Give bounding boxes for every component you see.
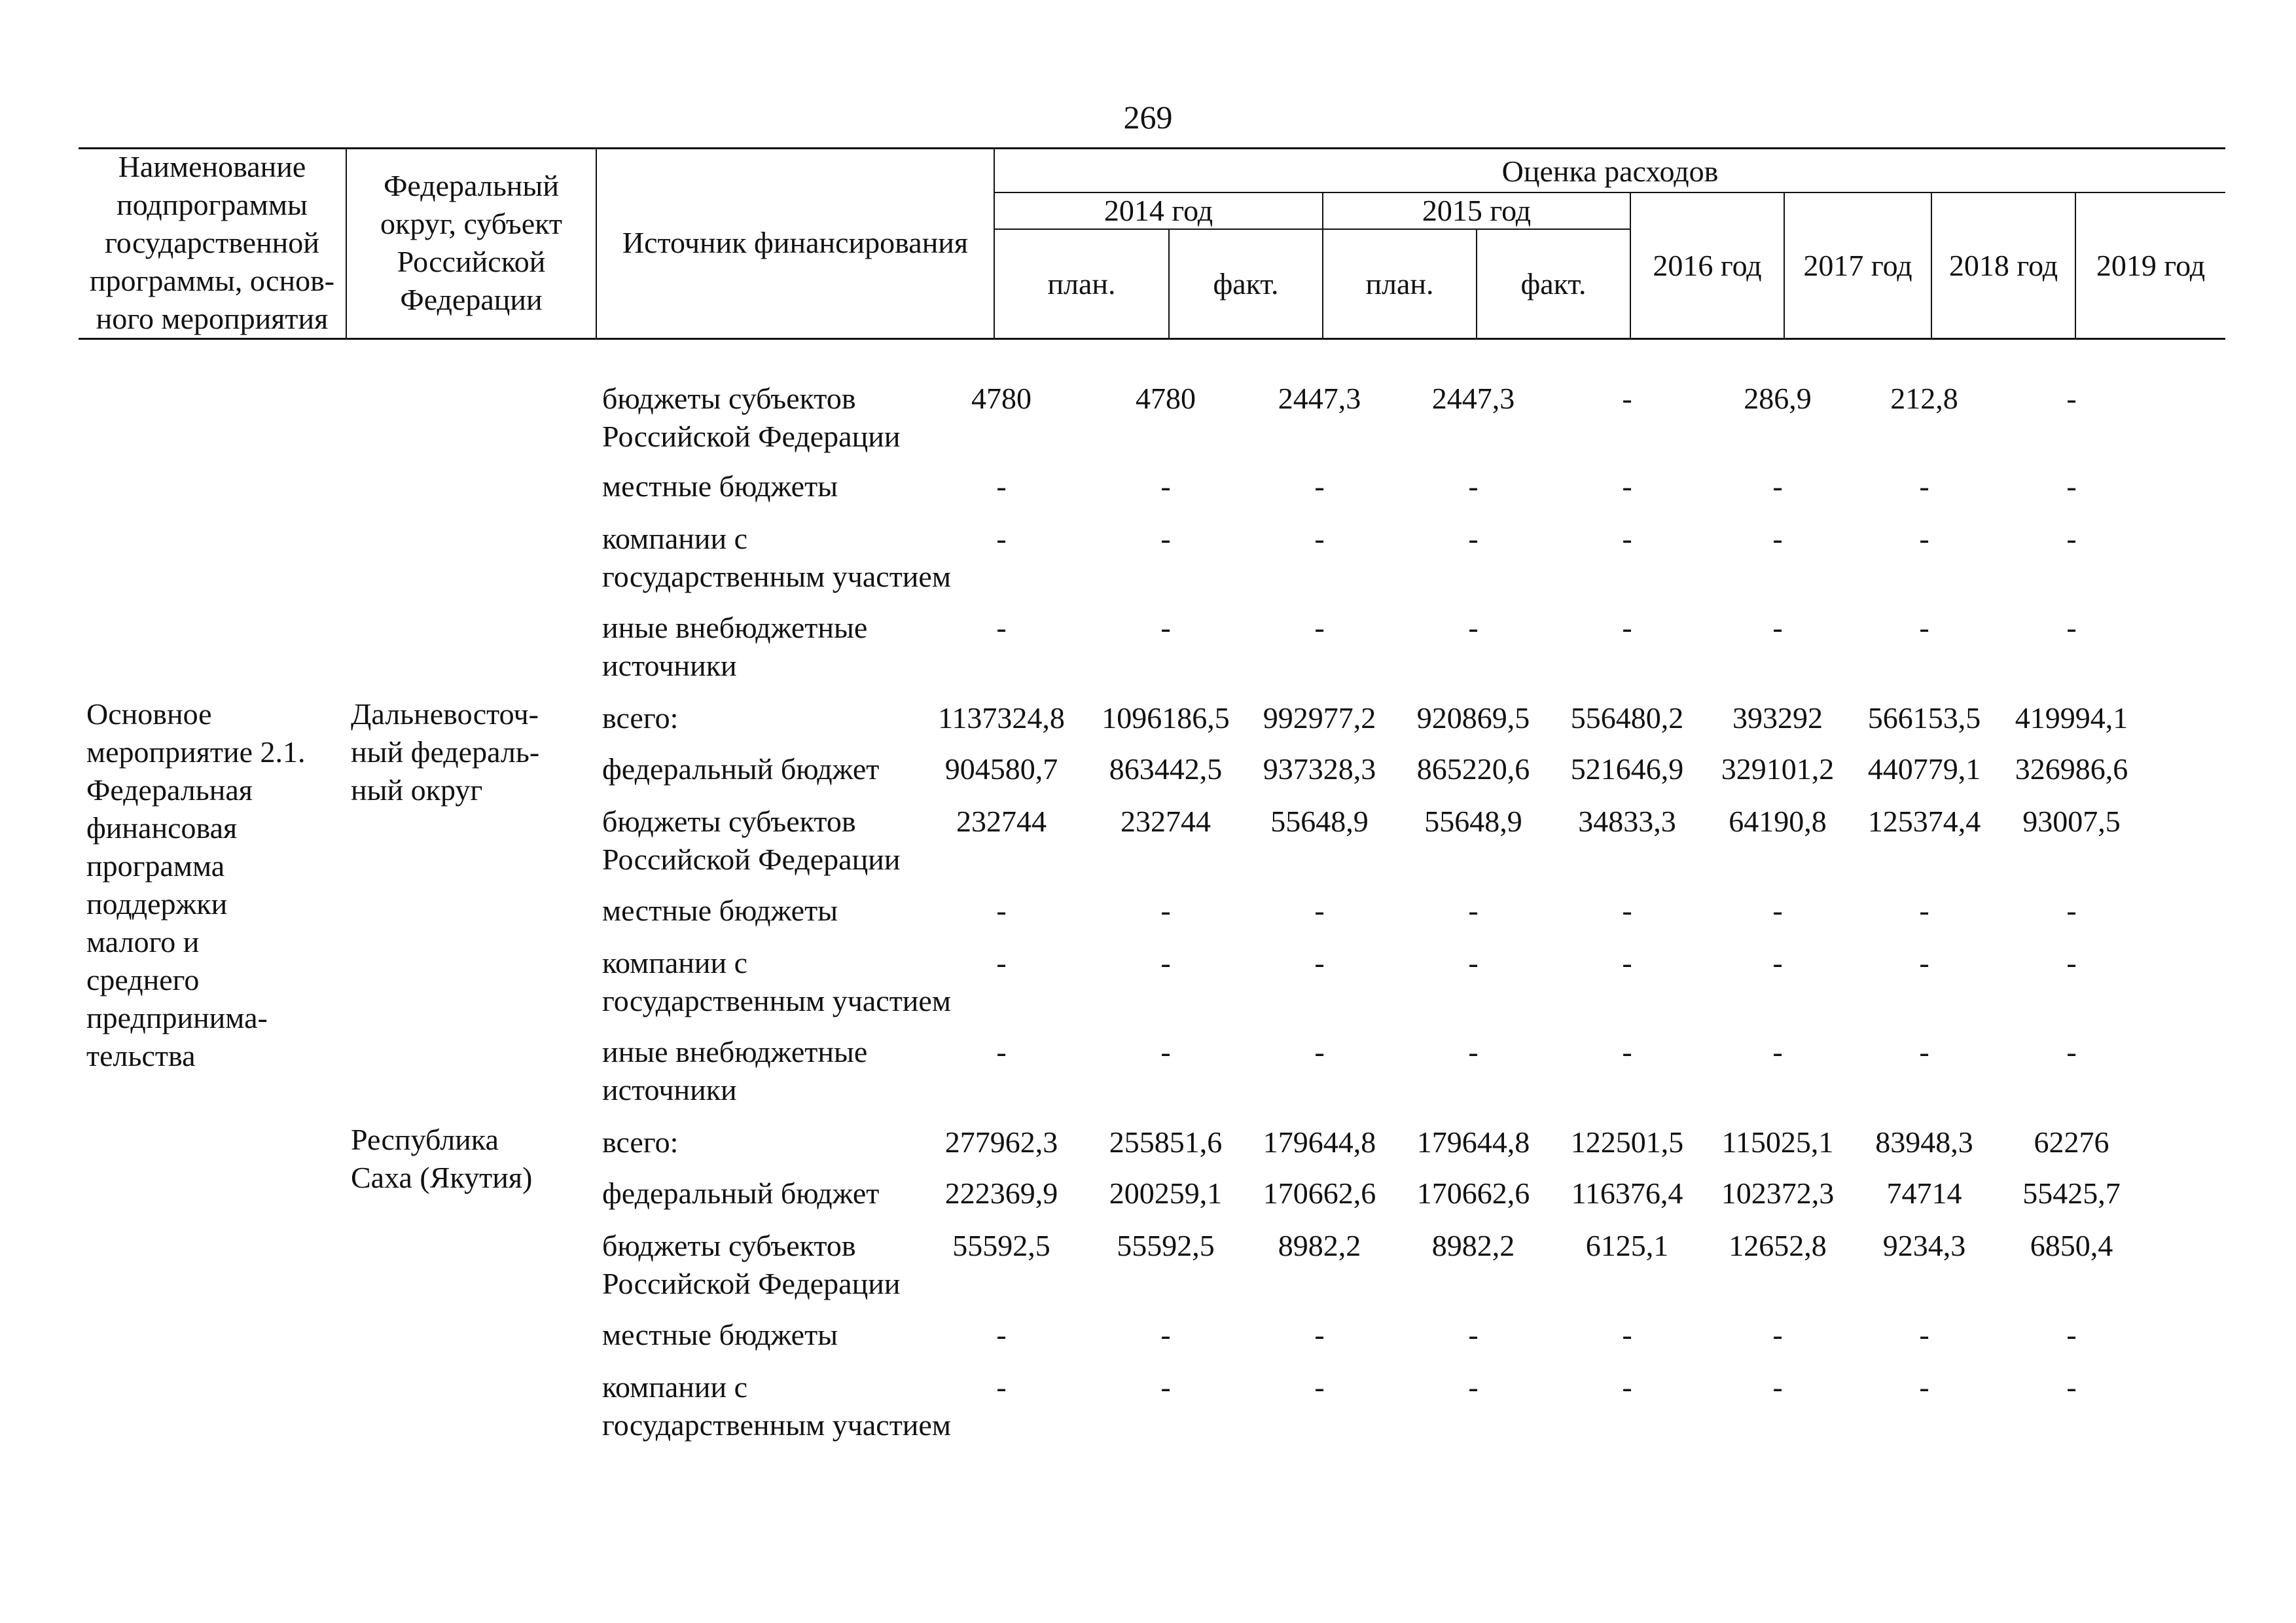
table-cell-value: 222369,9 (944, 1176, 1058, 1210)
table-cell-value: 6850,4 (2030, 1229, 2113, 1262)
table-cell-value: - (1772, 894, 1783, 927)
table-cell-value: 521646,9 (1570, 752, 1684, 786)
table-header (79, 147, 2225, 340)
table-cell-value: - (1314, 1318, 1325, 1351)
table-cell-value: - (1160, 522, 1171, 555)
table-cell-value: - (1314, 611, 1325, 644)
header-bottom-rule (79, 338, 2225, 340)
table-cell-value: - (996, 469, 1007, 503)
table-cell-value: - (2066, 946, 2077, 979)
table-cell-value: - (996, 946, 1007, 979)
table-cell-value: 55648,9 (1424, 805, 1522, 838)
header-fact-2014: факт. (1213, 266, 1279, 301)
header-year-2019: 2019 год (2096, 248, 2206, 282)
source-label: местные бюджеты (602, 894, 838, 927)
table-cell-value: - (1622, 1370, 1632, 1404)
header-plan-2014: план. (1047, 266, 1116, 301)
table-cell-value: - (1160, 894, 1171, 927)
table-cell-value: 212,8 (1890, 382, 1958, 415)
table-cell-value: - (1622, 894, 1632, 927)
table-cell-value: 34833,3 (1578, 805, 1676, 838)
table-cell-value: - (1772, 469, 1783, 503)
table-cell-value: 6125,1 (1585, 1229, 1669, 1262)
table-cell-value: 116376,4 (1571, 1176, 1683, 1210)
table-cell-value: - (996, 1370, 1007, 1404)
table-cell-value: - (1160, 1035, 1171, 1068)
header-year-2015: 2015 год (1422, 194, 1532, 227)
table-cell-value: 179644,8 (1416, 1125, 1530, 1159)
table-cell-value: - (1314, 1035, 1325, 1068)
table-cell-value: - (1468, 469, 1479, 503)
region-name: Дальневосточ- ный федераль- ный округ (351, 697, 540, 807)
table-cell-value: - (1622, 1318, 1632, 1351)
table-cell-value: - (1622, 382, 1632, 415)
table-cell-value: 55592,5 (952, 1229, 1050, 1262)
table-cell-value: - (2066, 1035, 2077, 1068)
table-cell-value: - (2066, 1318, 2077, 1351)
table-cell-value: 83948,3 (1875, 1125, 1973, 1159)
table-cell-value: 74714 (1886, 1176, 1962, 1210)
table-cell-value: 115025,1 (1721, 1125, 1834, 1159)
table-cell-value: - (996, 894, 1007, 927)
table-cell-value: 329101,2 (1721, 752, 1835, 786)
table-cell-value: - (1622, 1035, 1632, 1068)
table-cell-value: - (1772, 1370, 1783, 1404)
table-cell-value: 992977,2 (1263, 701, 1376, 735)
table-cell-value: - (1919, 522, 1929, 555)
table-cell-value: 556480,2 (1570, 701, 1684, 735)
table-cell-value: - (1314, 894, 1325, 927)
table-cell-value: - (1314, 1370, 1325, 1404)
table-cell-value: - (1919, 946, 1929, 979)
table-cell-value: - (2066, 469, 2077, 503)
table-cell-value: 125374,4 (1867, 805, 1981, 838)
table-cell-value: 566153,5 (1867, 701, 1981, 735)
table-cell-value: - (1919, 469, 1929, 503)
table-cell-value: 93007,5 (2022, 805, 2121, 838)
table-cell-value: - (1622, 469, 1632, 503)
table-cell-value: - (1772, 1318, 1783, 1351)
table-cell-value: - (1919, 1035, 1929, 1068)
source-label: федеральный бюджет (602, 752, 880, 786)
table-cell-value: - (1919, 611, 1929, 644)
table-cell-value: 277962,3 (944, 1125, 1058, 1159)
table-cell-value: 170662,6 (1263, 1176, 1376, 1210)
table-cell-value: 232744 (1121, 805, 1211, 838)
table-cell-value: - (1468, 611, 1479, 644)
table-cell-value: - (1772, 522, 1783, 555)
table-cell-value: 2447,3 (1278, 382, 1361, 415)
table-cell-value: - (2066, 894, 2077, 927)
source-label: местные бюджеты (602, 469, 838, 503)
table-cell-value: - (1468, 1035, 1479, 1068)
table-cell-value: - (1160, 611, 1171, 644)
header-year-2014: 2014 год (1103, 194, 1213, 227)
header-col-name: Наименование подпрограммы государственной программы, основ- ного мероприятия (89, 149, 335, 335)
table-cell-value: - (1160, 946, 1171, 979)
table-cell-value: 179644,8 (1263, 1125, 1376, 1159)
table-cell-value: - (996, 611, 1007, 644)
table-cell-value: 393292 (1732, 701, 1823, 735)
header-col-source: Источник финансирования (622, 225, 969, 259)
table-cell-value: - (1772, 611, 1783, 644)
source-label: всего: (602, 1125, 679, 1159)
table-cell-value: 286,9 (1744, 382, 1812, 415)
header-col-region: Федеральный округ, субъект Российской Федерации (380, 168, 562, 316)
source-label: компании с государственным участием (602, 1370, 951, 1442)
source-label: бюджеты субъектов Российской Федерации (602, 805, 901, 876)
source-label: иные внебюджетные источники (602, 611, 868, 682)
activity-name: Основное мероприятие 2.1. Федеральная финансовая программа поддержки малого и среднего предпринима- тельства (86, 697, 306, 1072)
table-cell-value: - (2066, 382, 2077, 415)
table-cell-value: 62276 (2034, 1125, 2109, 1159)
table-cell-value: - (1622, 946, 1632, 979)
table-cell-value: - (1468, 1318, 1479, 1351)
table-cell-value: 8982,2 (1431, 1229, 1515, 1262)
table-cell-value: - (1772, 1035, 1783, 1068)
table-cell-value: - (1622, 522, 1632, 555)
table-cell-value: 9234,3 (1882, 1229, 1966, 1262)
table-cell-value: 4780 (971, 382, 1031, 415)
source-label: бюджеты субъектов Российской Федерации (602, 1229, 901, 1300)
region-name: Республика Саха (Якутия) (351, 1123, 533, 1194)
table-cell-value: - (1468, 1370, 1479, 1404)
table-cell-value: - (1160, 1318, 1171, 1351)
table-cell-value: 200259,1 (1109, 1176, 1223, 1210)
table-cell-value: - (1468, 946, 1479, 979)
table-cell-value: 64190,8 (1729, 805, 1827, 838)
table-cell-value: - (1160, 1370, 1171, 1404)
table-cell-value: 170662,6 (1416, 1176, 1530, 1210)
header-year-2017: 2017 год (1803, 248, 1912, 282)
table-cell-value: - (1919, 894, 1929, 927)
table-cell-value: 12652,8 (1729, 1229, 1827, 1262)
source-label: всего: (602, 701, 679, 735)
table-cell-value: - (1314, 469, 1325, 503)
table-cell-value: 920869,5 (1416, 701, 1530, 735)
table-cell-value: - (2066, 522, 2077, 555)
table-cell-value: - (1622, 611, 1632, 644)
table-cell-value: 55425,7 (2022, 1176, 2121, 1210)
table-cell-value: - (1468, 522, 1479, 555)
table-cell-value: 255851,6 (1109, 1125, 1223, 1159)
source-label: местные бюджеты (602, 1318, 838, 1351)
table-cell-value: 419994,1 (2015, 701, 2128, 735)
table-cell-value: 122501,5 (1570, 1125, 1684, 1159)
page-number: 269 (1123, 99, 1173, 136)
table-cell-value: - (1919, 1318, 1929, 1351)
table-cell-value: - (2066, 1370, 2077, 1404)
header-fact-2015: факт. (1520, 266, 1587, 301)
source-label: компании с государственным участием (602, 946, 951, 1017)
table-cell-value: 865220,6 (1416, 752, 1530, 786)
source-label: федеральный бюджет (602, 1176, 880, 1210)
table-cell-value: 863442,5 (1109, 752, 1223, 786)
source-label: компании с государственным участием (602, 522, 951, 593)
table-cell-value: 2447,3 (1431, 382, 1515, 415)
header-year-2016: 2016 год (1653, 248, 1762, 282)
table-cell-value: - (2066, 611, 2077, 644)
table-cell-value: 326986,6 (2015, 752, 2128, 786)
table-cell-value: 4780 (1136, 382, 1196, 415)
table-cell-value: 102372,3 (1721, 1176, 1835, 1210)
table-cell-value: - (996, 522, 1007, 555)
header-plan-2015: план. (1365, 266, 1434, 301)
table-cell-value: - (1314, 522, 1325, 555)
table-cell-value: - (996, 1318, 1007, 1351)
table-cell-value: 55648,9 (1270, 805, 1369, 838)
table-cell-value: 1096186,5 (1102, 701, 1230, 735)
table-cell-value: 937328,3 (1263, 752, 1376, 786)
table-cell-value: 55592,5 (1117, 1229, 1215, 1262)
table-cell-value: - (1314, 946, 1325, 979)
table-cell-value: 232744 (956, 805, 1047, 838)
table-cell-value: 8982,2 (1278, 1229, 1361, 1262)
header-year-2018: 2018 год (1948, 248, 2058, 282)
table-cell-value: - (996, 1035, 1007, 1068)
table-cell-value: 1137324,8 (938, 701, 1065, 735)
table-cell-value: 440779,1 (1867, 752, 1981, 786)
header-cost-estimate: Оценка расходов (1501, 155, 1719, 188)
source-label: иные внебюджетные источники (602, 1035, 868, 1106)
table-cell-value: - (1468, 894, 1479, 927)
table-cell-value: - (1919, 1370, 1929, 1404)
table-cell-value: - (1160, 469, 1171, 503)
table-cell-value: 904580,7 (944, 752, 1058, 786)
source-label: бюджеты субъектов Российской Федерации (602, 382, 901, 453)
table-cell-value: - (1772, 946, 1783, 979)
